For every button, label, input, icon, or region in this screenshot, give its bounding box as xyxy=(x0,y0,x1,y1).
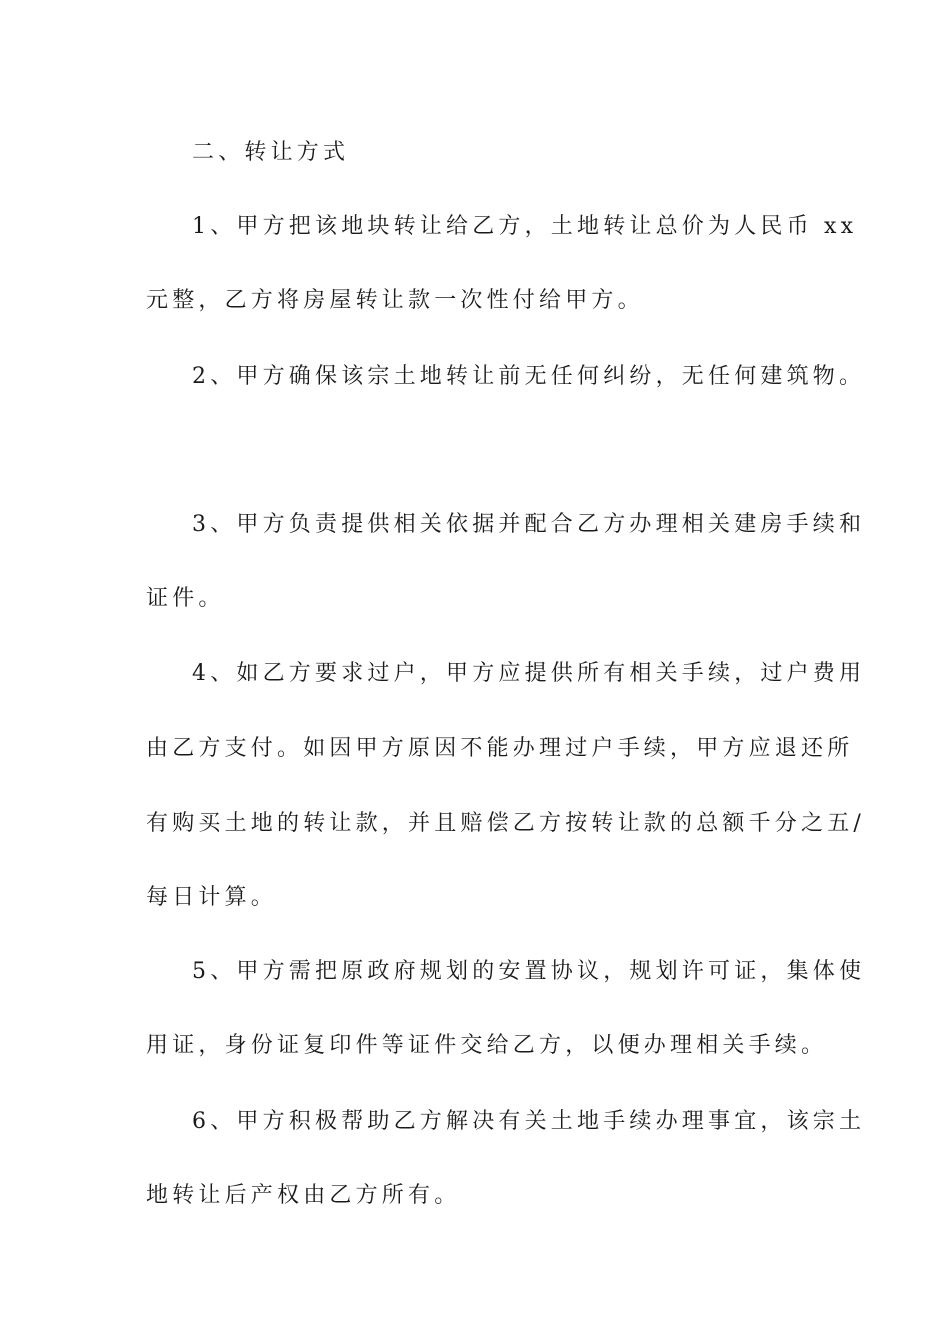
paragraph-6-line-2: 地转让后产权由乙方所有。 xyxy=(146,1183,461,1208)
paragraph-3-line-1: 3、甲方负责提供相关依据并配合乙方办理相关建房手续和 xyxy=(192,512,866,537)
paragraph-2-line-1: 2、甲方确保该宗土地转让前无任何纠纷，无任何建筑物。 xyxy=(192,364,866,389)
paragraph-4-line-3: 有购买土地的转让款，并且赔偿乙方按转让款的总额千分之五/ xyxy=(146,811,866,836)
paragraph-4-line-1: 4、如乙方要求过户，甲方应提供所有相关手续，过户费用 xyxy=(192,661,866,686)
paragraph-6-line-1: 6、甲方积极帮助乙方解决有关土地手续办理事宜，该宗土 xyxy=(192,1109,866,1134)
paragraph-4-line-2: 由乙方支付。如因甲方原因不能办理过户手续，甲方应退还所 xyxy=(146,736,854,761)
paragraph-5-line-1: 5、甲方需把原政府规划的安置协议，规划许可证，集体使 xyxy=(192,959,866,984)
paragraph-5-line-2: 用证，身份证复印件等证件交给乙方，以便办理相关手续。 xyxy=(146,1033,828,1058)
section-heading: 二、转让方式 xyxy=(192,140,350,165)
paragraph-1-line-2: 元整，乙方将房屋转让款一次性付给甲方。 xyxy=(146,288,644,313)
paragraph-1-line-1: 1、甲方把该地块转让给乙方，土地转让总价为人民币 xx xyxy=(192,214,858,239)
paragraph-3-line-2: 证件。 xyxy=(146,586,225,611)
paragraph-4-line-4: 每日计算。 xyxy=(146,885,278,910)
